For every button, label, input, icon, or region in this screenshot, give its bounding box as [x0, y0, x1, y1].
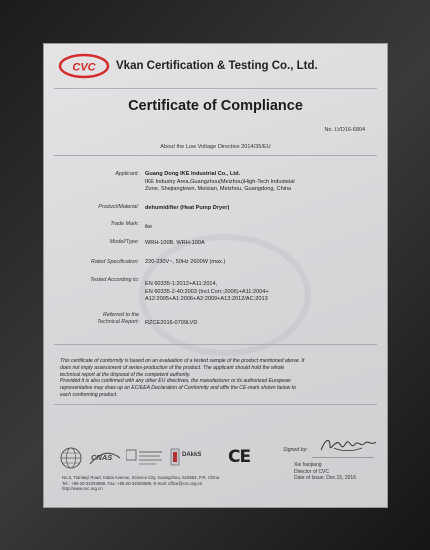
rated-value: 220-230V~, 50Hz 2600W (max.) [145, 259, 226, 265]
certificate-number: No. LVD16-6804 [324, 127, 365, 133]
applicant-address-line-2: Zone, Shejiangtown, Meixian, Meizhou, Guangdong, China [145, 186, 292, 192]
model-label: Model/Type: [109, 239, 139, 245]
conformity-statement [60, 358, 372, 399]
testing-lab-mark-icon [126, 448, 164, 468]
signature-line [312, 457, 374, 458]
issue-date: Date of Issue: Dec.15, 2016 [294, 475, 356, 482]
report-label-line-2: Technical Report: [97, 319, 139, 325]
cvc-logo-icon [58, 53, 110, 79]
address-line: http://www.cvc.org.cn [62, 486, 103, 492]
address-line: Tel.: +86-20-32293888, Fax: +86-20-32293889, E-mail: office@cvc.org.cn [62, 480, 203, 486]
applicant-address-line-1: IKE Industry Area,Guangzhou(Meizhou)High-Tech Industeial [145, 178, 295, 185]
rated-label: Rated Specification: [91, 259, 139, 265]
product-value: dehumidifier (Heat Pump Dryer) [145, 205, 230, 211]
statement-line: technical report at the disposal of the competent authority. [60, 371, 191, 378]
dakks-logo-icon [170, 448, 180, 466]
fields-divider [54, 344, 377, 345]
signed-by-label: Signed by: [283, 447, 308, 453]
model-value: WRH-100B, WRH-100A [145, 240, 205, 246]
dakks-label: DAkkS [182, 452, 202, 458]
cnas-label: CNAS [91, 453, 113, 462]
applicant-label: Applicant: [115, 171, 139, 177]
trademark-label: Trade Mark: [110, 221, 139, 227]
trademark-value: ike [145, 224, 153, 230]
product-label: Product/Material: [98, 204, 139, 210]
certificate-title: Certificate of Compliance [128, 98, 303, 114]
statement-line: each conforming product. [60, 391, 118, 398]
statement-line: This certificate of conformity is based on an evaluation of a tested sample of the product mentioned above. It [60, 358, 305, 364]
accreditation-marks [58, 446, 268, 472]
tested-line: EN 60335-1:2012+A11:2014, [145, 281, 218, 287]
company-name: Vkan Certification & Testing Co., Ltd. [116, 60, 318, 72]
globe-mark-icon [58, 446, 84, 470]
statement-line: Provided it is also confirmed with any other EU directives, the manufacturer or its authorized European [60, 378, 291, 385]
certificate-paper [43, 43, 388, 508]
signer-name: Xie haojiang [294, 462, 322, 468]
report-value: RZCE2016-0709LVD [145, 320, 198, 326]
statement-line: representative may draw up an EC/EEA Declaration of Conformity and affix the CE-mark shown below to [60, 385, 296, 392]
dakks-mark [170, 448, 216, 466]
signer-block [294, 462, 356, 482]
statement-divider [54, 404, 377, 405]
tested-label: Tested According to: [90, 277, 139, 283]
report-label-line-1: Referred to the [103, 312, 139, 318]
address-line: No.3, Tiantaiyi Road, Kaitai Avenue, Science City, Guangzhou, 510663, P.R. China [62, 475, 220, 480]
tested-line: A12:2005+A1:2006+A2:2009+A13:2012/AC:2013 [145, 296, 268, 302]
applicant-name: Guang Dong IKE Industrial Co., Ltd. [145, 171, 241, 177]
certificate-header [58, 53, 376, 83]
svg-text:CVC: CVC [72, 61, 96, 74]
directive-divider [54, 155, 377, 156]
issuer-address [62, 475, 277, 492]
directive-line: About the Low Voltage Directive 2014/35/EU [160, 144, 271, 150]
ce-label: CE [228, 447, 251, 467]
ce-mark [228, 447, 258, 469]
cnas-mark [88, 448, 122, 473]
statement-line: does not imply assessment of series-production of the product. The applicant should hold the whole [60, 364, 285, 371]
header-divider [54, 88, 377, 89]
handwritten-signature-icon [318, 434, 378, 456]
signer-position: Director of CVC [294, 468, 330, 475]
tested-line: EN 60335-2-40:2003 (Incl.Corr.:2006)+A11:2004+ [145, 288, 269, 295]
